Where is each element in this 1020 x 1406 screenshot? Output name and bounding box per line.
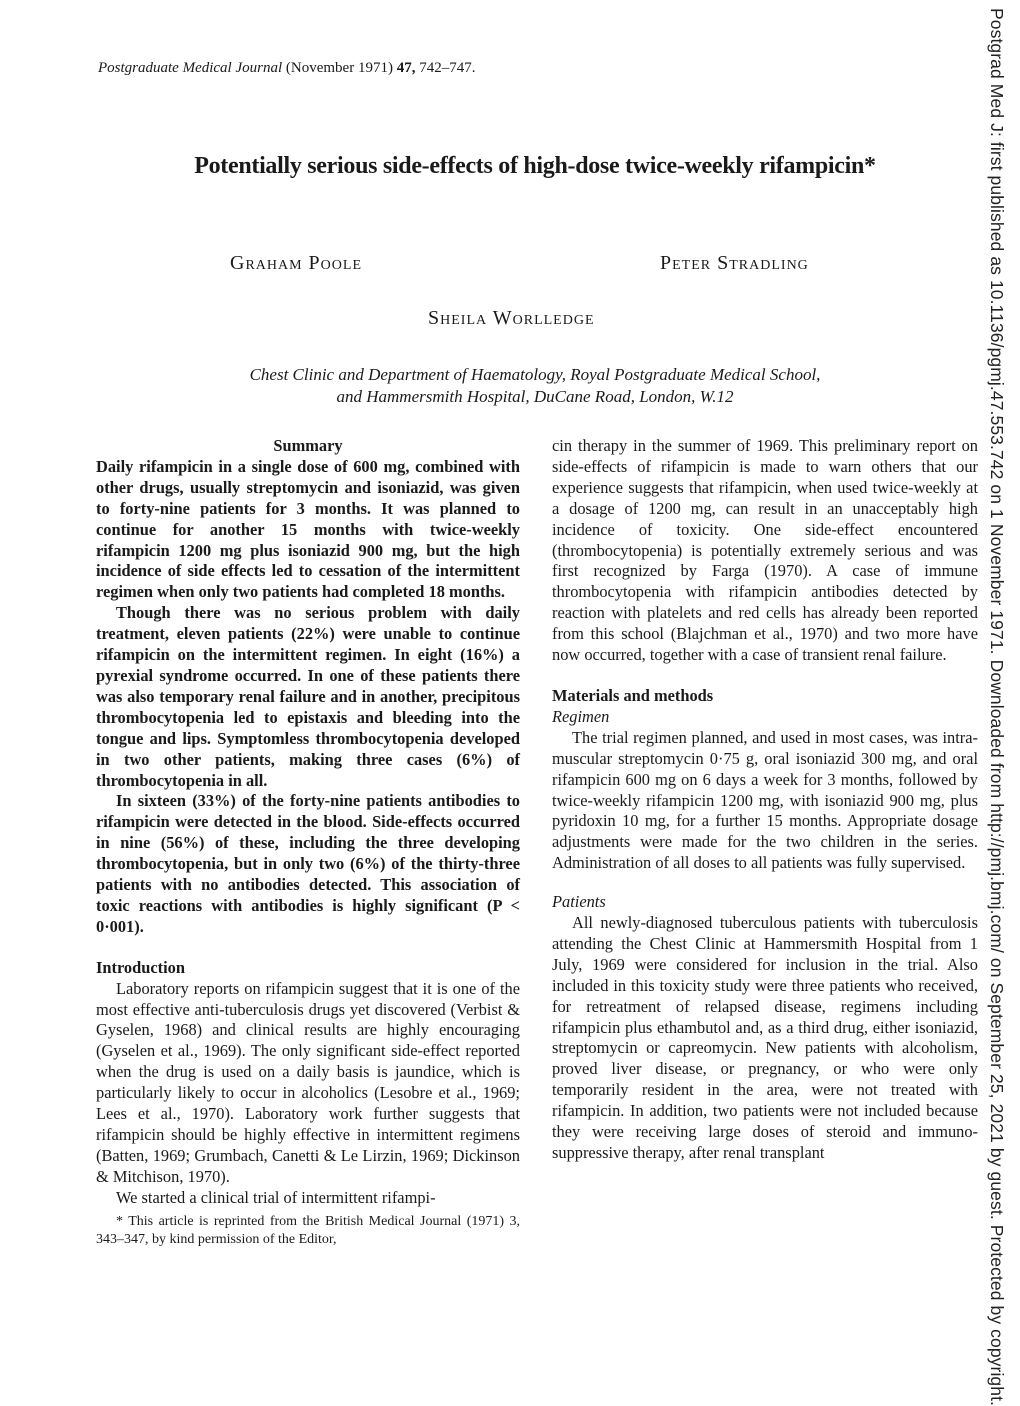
journal-volume: 47, (396, 60, 416, 76)
introduction-paragraph-1: Laboratory reports on rifampicin suggest that it is one of the most effective anti-tuberculosis drugs yet discovered (Verbist & Gyselen, 1968) and clinical results are highly encouraging (Gyselen et al., 1969). The only significant side-effect reported when the drug is used on a daily basis is jaundice, which is particularly likely to occur in alcoholics (Lesobre et al., 1969; Lees et al., 1970). Laboratory work further suggests that rifampicin should be highly effective in intermittent regimens (Batten, 1969; Grumbach, Canetti & Le Lirzin, 1969; Dickinson & Mitchison, 1970). (96, 978, 520, 1186)
left-column (96, 436, 520, 1249)
summary-heading: Summary (273, 436, 343, 455)
author-2: Peter Stradling (660, 252, 809, 274)
right-column (552, 436, 978, 1164)
affiliation (120, 364, 950, 408)
methods-heading: Materials and methods (552, 685, 714, 705)
introduction-paragraph-2: We started a clinical trial of intermittent rifampi- (116, 1187, 436, 1207)
journal-name: Postgraduate Medical Journal (98, 60, 283, 76)
article-title: Potentially serious side-effects of high-dose twice-weekly rifampicin* (194, 153, 876, 179)
regimen-paragraph: The trial regimen planned, and used in most cases, was intra-muscular streptomycin 0·75 g, oral isoniazid 300 mg, and oral rifampicin 600 mg on 6 days a week for 3 months, followed by twice-weekly rifampicin 1200 mg, with isoniazid 900 mg, plus pyridoxin 10 mg, for a further 15 months. Appropriate dosage adjustments were made for the two children in the series. Administration of all doses to all patients was fully supervised. (552, 727, 978, 873)
summary-paragraph-3: In sixteen (33%) of the forty-nine patients antibodies to rifampicin were detected in the blood. Side-effects occurred in nine (56%) of these, including the three developing thrombocytopenia, but in only two (6%) of the thirty-three patients with no antibodies detected. This association of toxic reactions with antibodies is highly significant (P < 0·001). (96, 791, 520, 936)
journal-date: (November 1971) (285, 60, 393, 76)
affiliation-line-2: and Hammersmith Hospital, DuCane Road, London, W.12 (336, 387, 734, 406)
introduction-heading: Introduction (96, 957, 185, 977)
footnote: * This article is reprinted from the British Medical Journal (1971) 3, 343–347, by kind permission of the Editor, (96, 1213, 520, 1247)
author-1: Graham Poole (230, 252, 363, 274)
download-watermark: Postgrad Med J: first published as 10.1136/pgmj.47.553.742 on 1 November 1971. Downloaded from http://pmj.bmj.com/ on September 25, 2021 by guest. Protected by copyright. (987, 8, 1007, 1406)
author-3: Sheila Worlledge (428, 307, 595, 329)
summary-paragraph-1: Daily rifampicin in a single dose of 600 mg, combined with other drugs, usually streptomycin and isoniazid, was given to forty-nine patients for 3 months. It was planned to continue for another 15 months with twice-weekly rifampicin 1200 mg plus isoniazid 900 mg, but the high incidence of side effects led to cessation of the intermittent regimen when only two patients had completed 18 months. (96, 456, 520, 602)
right-paragraph-1: cin therapy in the summer of 1969. This preliminary report on side-effects of rifampicin is made to warn others that our experience suggests that rifampicin, when used twice-weekly at a dosage of 1200 mg, can result in an unacceptably high incidence of toxicity. One side-effect encountered (thrombocytopenia) is potentially extremely serious and was first recognized by Farga (1970). A case of immune thrombocytopenia with rifampicin antibodies detected by reaction with platelets and red cells has already been reported from this school (Blajchman et al., 1970) and two more have now occurred, together with a case of transient renal failure. (552, 436, 978, 665)
journal-pages: 742–747. (419, 60, 476, 76)
affiliation-line-1: Chest Clinic and Department of Haematology, Royal Postgraduate Medical School, (249, 365, 821, 384)
patients-paragraph: All newly-diagnosed tuberculous patients with tuberculosis attending the Chest Clinic at Hammersmith Hospital from 1 July, 1969 were considered for inclusion in the trial. Also included in this toxicity study were three patients who received, for retreatment of relapsed disease, regimens including rifampicin plus ethambutol and, as a third drug, either isoniazid, streptomycin or capreomycin. New patients with alcoholism, proved liver disease, or pregnancy, or who were only temporarily resident in the area, were not treated with rifampicin. In addition, two patients were not included because they were receiving large doses of steroid and immuno-suppressive therapy, after renal transplant (552, 913, 978, 1162)
summary-paragraph-2: Though there was no serious problem with daily treatment, eleven patients (22%) were unable to continue rifampicin on the intermittent regimen. In eight (16%) a pyrexial syndrome occurred. In one of these patients there was also temporary renal failure and in another, precipitous thrombocytopenia led to epistaxis and bleeding into the tongue and lips. Symptomless thrombocytopenia developed in two other patients, making three cases (6%) of thrombocytopenia in all. (96, 603, 520, 790)
journal-citation (98, 60, 475, 77)
patients-heading: Patients (552, 892, 606, 912)
regimen-heading: Regimen (552, 706, 610, 726)
